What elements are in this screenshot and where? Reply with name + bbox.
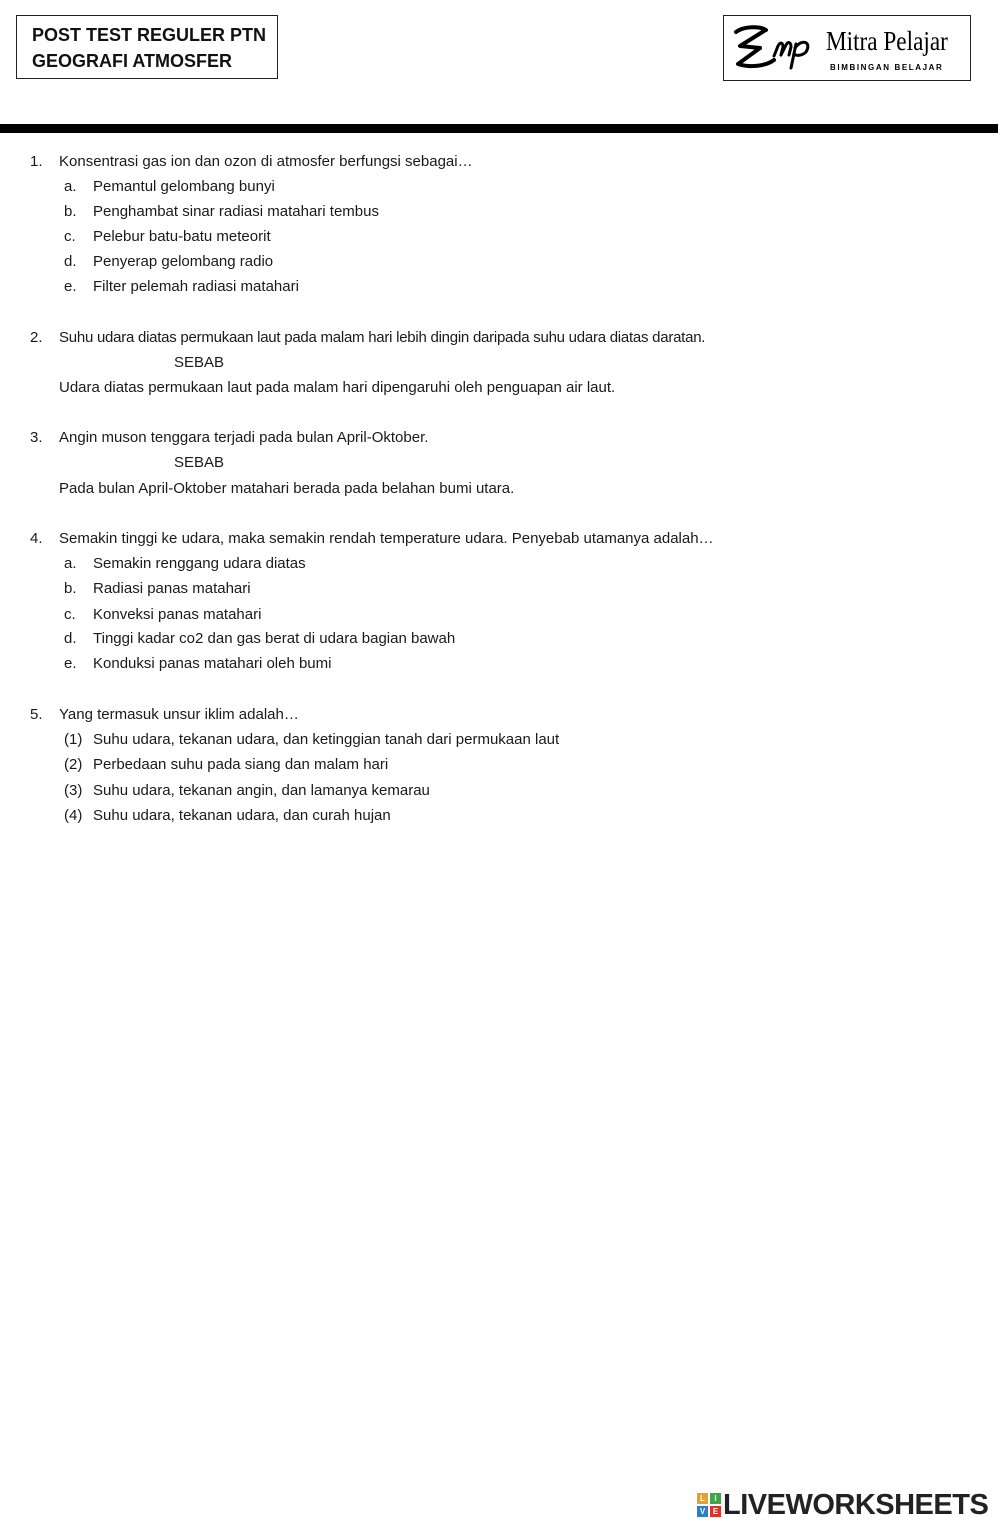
option-text: Konveksi panas matahari bbox=[93, 606, 262, 623]
option-text: Filter pelemah radiasi matahari bbox=[93, 278, 299, 295]
brand-name: Mitra Pelajar bbox=[826, 26, 948, 56]
liveworksheets-icon bbox=[697, 1493, 721, 1517]
title-line-1: POST TEST REGULER PTN bbox=[32, 25, 267, 45]
emp-logo-mark bbox=[730, 22, 824, 72]
option-label: d. bbox=[64, 253, 77, 270]
option-label: a. bbox=[64, 178, 77, 195]
question-reason: Pada bulan April-Oktober matahari berada pada belahan bumi utara. bbox=[59, 480, 515, 497]
option-label: (3) bbox=[64, 782, 83, 799]
option-label: (1) bbox=[64, 731, 83, 748]
option-text: Suhu udara, tekanan udara, dan ketinggian tanah dari permukaan laut bbox=[93, 731, 560, 748]
question-number: 2. bbox=[30, 329, 43, 346]
option-text: Suhu udara, tekanan angin, dan lamanya kemarau bbox=[93, 782, 430, 799]
option-label: e. bbox=[64, 655, 77, 672]
icon-letter-e: E bbox=[710, 1506, 721, 1517]
question-text: Semakin tinggi ke udara, maka semakin rendah temperature udara. Penyebab utamanya adalah… bbox=[59, 530, 714, 547]
option-label: e. bbox=[64, 278, 77, 295]
option-label: a. bbox=[64, 555, 77, 572]
liveworksheets-logo bbox=[697, 1488, 997, 1520]
option-text: Suhu udara, tekanan udara, dan curah hujan bbox=[93, 807, 391, 824]
title-line-2: GEOGRAFI ATMOSFER bbox=[32, 51, 232, 71]
question-text: Angin muson tenggara terjadi pada bulan April-Oktober. bbox=[59, 429, 429, 446]
question-number: 4. bbox=[30, 530, 43, 547]
question-number: 1. bbox=[30, 153, 43, 170]
option-label: (4) bbox=[64, 807, 83, 824]
liveworksheets-brand: LIVEWORKSHEETS bbox=[723, 1489, 989, 1521]
option-text: Konduksi panas matahari oleh bumi bbox=[93, 655, 332, 672]
brand-subtitle: BIMBINGAN BELAJAR bbox=[830, 63, 944, 72]
icon-letter-v: V bbox=[697, 1506, 708, 1517]
option-text: Pemantul gelombang bunyi bbox=[93, 178, 275, 195]
question-text: Yang termasuk unsur iklim adalah… bbox=[59, 706, 299, 723]
option-label: b. bbox=[64, 580, 77, 597]
icon-letter-i: I bbox=[710, 1493, 721, 1504]
icon-letter-l: L bbox=[697, 1493, 708, 1504]
question-number: 3. bbox=[30, 429, 43, 446]
question-reason: Udara diatas permukaan laut pada malam hari dipengaruhi oleh penguapan air laut. bbox=[59, 379, 616, 396]
question-number: 5. bbox=[30, 706, 43, 723]
question-text: Konsentrasi gas ion dan ozon di atmosfer berfungsi sebagai… bbox=[59, 153, 473, 170]
header-divider bbox=[0, 124, 998, 133]
question-text: Suhu udara diatas permukaan laut pada malam hari lebih dingin daripada suhu udara diatas daratan. bbox=[59, 329, 706, 346]
title-box bbox=[16, 15, 278, 79]
option-text: Radiasi panas matahari bbox=[93, 580, 251, 597]
option-text: Pelebur batu-batu meteorit bbox=[93, 228, 271, 245]
option-text: Perbedaan suhu pada siang dan malam hari bbox=[93, 756, 389, 773]
option-text: Tinggi kadar co2 dan gas berat di udara bagian bawah bbox=[93, 630, 456, 647]
sebab-connector: SEBAB bbox=[174, 454, 225, 471]
option-text: Penyerap gelombang radio bbox=[93, 253, 274, 270]
option-label: b. bbox=[64, 203, 77, 220]
option-label: (2) bbox=[64, 756, 83, 773]
option-text: Semakin renggang udara diatas bbox=[93, 555, 306, 572]
option-label: c. bbox=[64, 606, 76, 623]
brand-logo-box bbox=[723, 15, 971, 81]
option-label: d. bbox=[64, 630, 77, 647]
sebab-connector: SEBAB bbox=[174, 354, 225, 371]
option-text: Penghambat sinar radiasi matahari tembus bbox=[93, 203, 379, 220]
option-label: c. bbox=[64, 228, 76, 245]
